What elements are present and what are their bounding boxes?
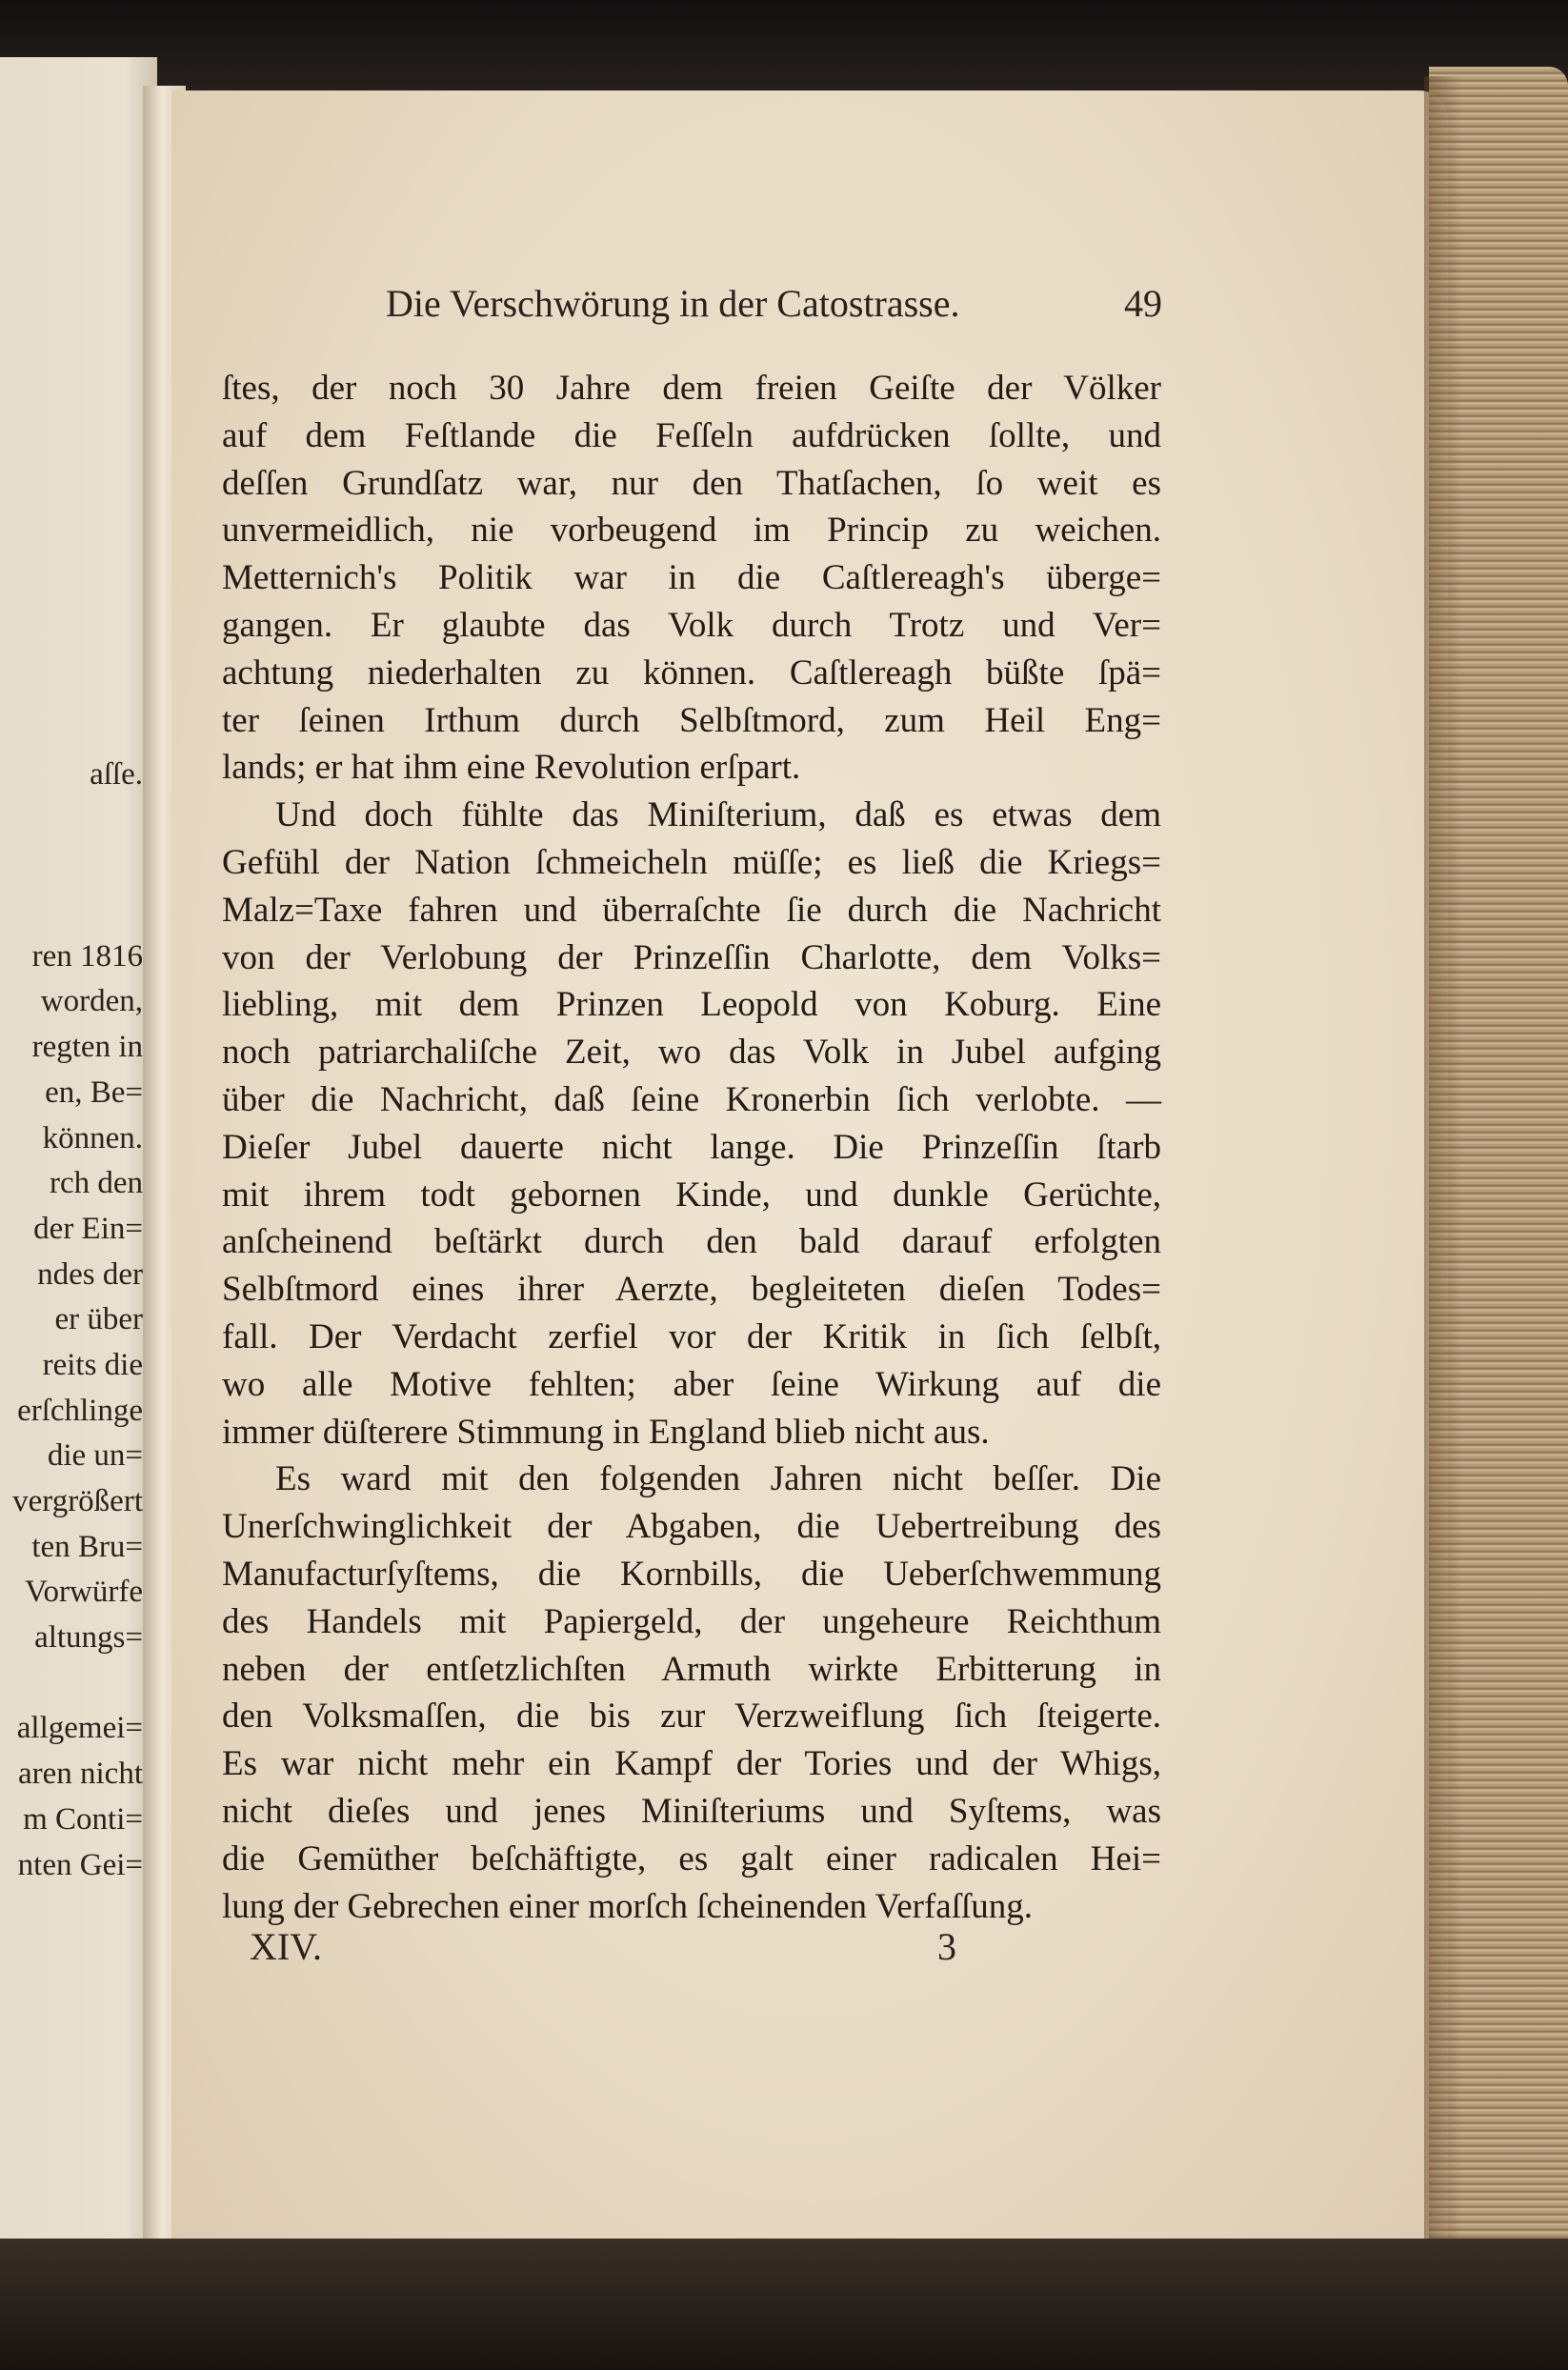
text-line: Manufacturſyſtems, die Kornbills, die Ueberſchwemmung (222, 1554, 1161, 1594)
text-line: noch patriarchaliſche Zeit, wo das Volk in Jubel aufging (222, 1033, 1161, 1073)
left-page-fragment: altungs= (34, 1620, 143, 1656)
left-page-fragment: m Conti= (23, 1801, 143, 1837)
left-page-fragment: aſſe. (90, 757, 143, 792)
text-line: anſcheinend beſtärkt durch den bald darauf erfolgten (222, 1222, 1161, 1262)
left-page-fragment: regten in (31, 1030, 143, 1065)
text-line: Malz=Taxe fahren und überraſchte ſie durch die Nachricht (222, 890, 1161, 930)
text-line: neben der entſetzlichſten Armuth wirkte Erbitterung in (222, 1649, 1161, 1689)
left-page-fragment: er über (54, 1302, 143, 1337)
running-header (386, 281, 1162, 338)
edge-shadow (1424, 76, 1462, 2248)
left-page-fragment: die un= (47, 1438, 143, 1474)
left-page-fragment: der Ein= (33, 1211, 143, 1246)
text-line: Es war nicht mehr ein Kampf der Tories und der Whigs, (222, 1744, 1161, 1784)
text-line: lands; er hat ihm eine Revolution erſpart. (222, 748, 801, 788)
left-page-fragment: reits die (42, 1347, 143, 1382)
text-line: ter ſeinen Irthum durch Selbſtmord, zum Heil Eng= (222, 700, 1161, 740)
text-line: Unerſchwinglichkeit der Abgaben, die Uebertreibung des (222, 1507, 1161, 1547)
text-line: immer düſterere Stimmung in England blieb nicht aus. (222, 1412, 990, 1452)
left-page-fragment: können. (42, 1120, 143, 1155)
text-line: unvermeidlich, nie vorbeugend im Princip zu weichen. (222, 511, 1161, 551)
text-line: Selbſtmord eines ihrer Aerzte, begleiteten dieſen Todes= (222, 1270, 1161, 1310)
left-page-fragment: ren 1816 (31, 938, 143, 974)
text-line: über die Nachricht, daß ſeine Kronerbin ſich verlobte. — (222, 1079, 1161, 1119)
text-line: lung der Gebrechen einer morſch ſcheinenden Verfaſſung. (222, 1886, 1033, 1926)
running-head-title: Die Verschwörung in der Catostrasse. (386, 282, 960, 325)
bottom-background (0, 2239, 1568, 2370)
signature-mark: XIV. (250, 1925, 322, 1968)
left-page-fragment: en, Be= (45, 1075, 143, 1110)
left-page-text-fragments (0, 753, 143, 1888)
left-page-fragment (0, 1661, 143, 1707)
left-page-fragment: aren nicht (17, 1757, 143, 1792)
text-line: die Gemüther beſchäftigte, es galt einer radicalen Hei= (222, 1838, 1161, 1878)
text-line: fall. Der Verdacht zerfiel vor der Kritik in ſich ſelbſt, (222, 1316, 1161, 1356)
left-page-fragment: allgemei= (16, 1711, 143, 1746)
text-line: nicht dieſes und jenes Miniſteriums und Syſtems, was (222, 1791, 1161, 1831)
text-line: gangen. Er glaubte das Volk durch Trotz und Ver= (222, 605, 1161, 645)
text-line: mit ihrem todt gebornen Kinde, und dunkle Gerüchte, (222, 1175, 1161, 1215)
text-line: achtung niederhalten zu können. Caſtlereagh büßte ſpä= (222, 653, 1161, 693)
left-page-fragment: rch den (49, 1166, 143, 1201)
text-line: Gefühl der Nation ſchmeicheln müſſe; es ließ die Kriegs= (222, 842, 1161, 882)
text-line: ſtes, der noch 30 Jahre dem freien Geiſte der Völker (222, 369, 1161, 408)
text-line: Und doch fühlte das Miniſterium, daß es etwas dem (275, 795, 1161, 835)
text-line: den Volksmaſſen, die bis zur Verzweiflung ſich ſteigerte. (222, 1697, 1161, 1737)
left-page-fragment: ndes der (37, 1256, 143, 1292)
text-line: Dieſer Jubel dauerte nicht lange. Die Prinzeſſin ſtarb (222, 1127, 1161, 1167)
left-page-fragment (0, 798, 143, 844)
left-page-fragment: Vorwürfe (24, 1575, 143, 1610)
left-page-fragment: vergrößert (12, 1484, 143, 1518)
left-page-fragment: nten Gei= (17, 1847, 143, 1882)
text-line: Es ward mit den folgenden Jahren nicht beſſer. Die (275, 1459, 1161, 1499)
left-page-fragment (0, 843, 143, 889)
signature-number: 3 (937, 1925, 956, 1968)
left-page-fragment (0, 889, 143, 934)
text-line: wo alle Motive fehlten; aber ſeine Wirkung auf die (222, 1364, 1161, 1404)
body-text (222, 365, 1161, 1930)
text-line: von der Verlobung der Prinzeſſin Charlotte, dem Volks= (222, 937, 1161, 977)
page-number: 49 (1124, 282, 1162, 325)
left-page-fragment: erſchlinge (17, 1393, 143, 1428)
text-line: auf dem Feſtlande die Feſſeln aufdrücken ſollte, und (222, 415, 1161, 455)
text-line: deſſen Grundſatz war, nur den Thatſachen, ſo weit es (222, 463, 1161, 503)
left-page-fragment: ten Bru= (31, 1529, 143, 1564)
text-line: Metternich's Politik war in die Caſtlereagh's überge= (222, 558, 1161, 598)
text-line: liebling, mit dem Prinzen Leopold von Koburg. Eine (222, 985, 1161, 1025)
text-line: des Handels mit Papiergeld, der ungeheure Reichthum (222, 1601, 1161, 1641)
left-page-fragment: worden, (40, 984, 143, 1019)
